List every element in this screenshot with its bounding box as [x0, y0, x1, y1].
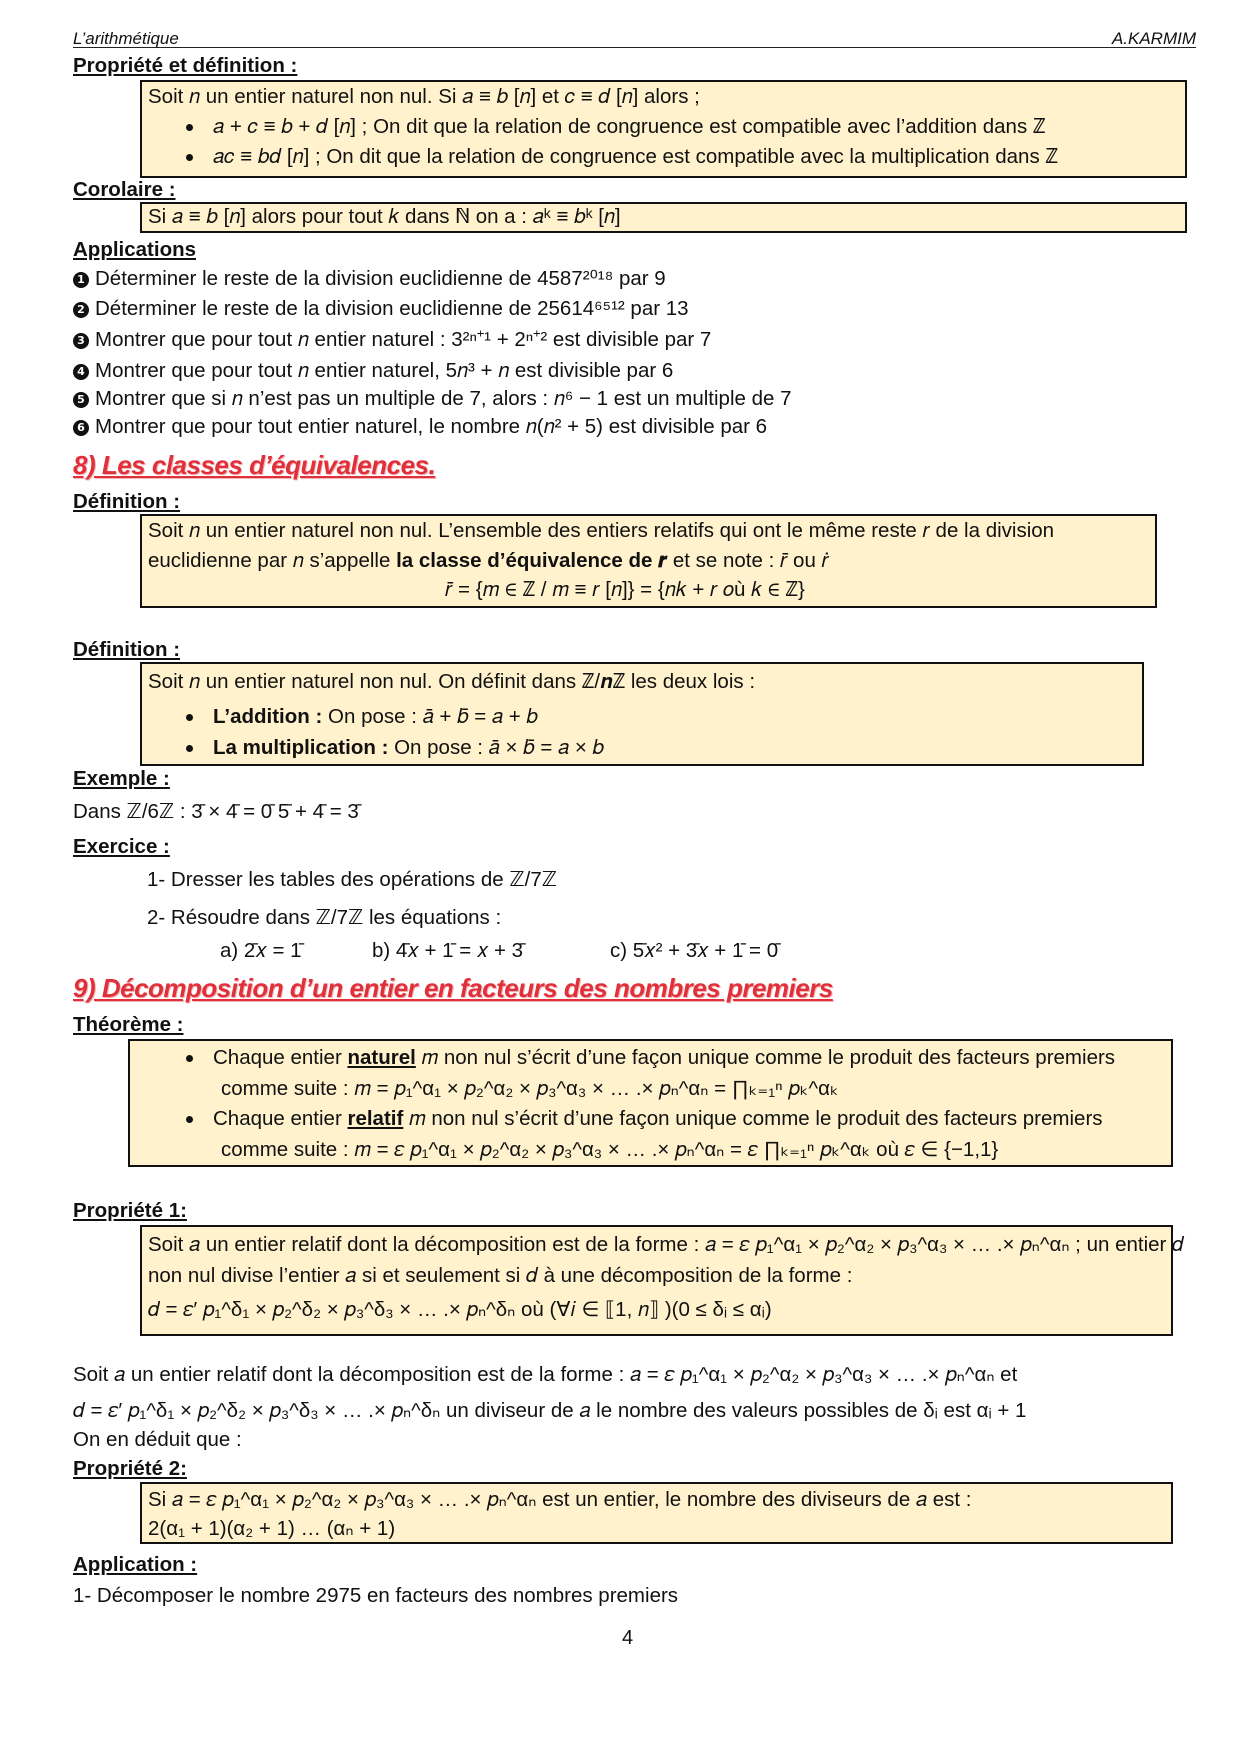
box-formula: 𝑑 = 𝜀′ 𝑝₁^δ₁ × 𝑝₂^δ₂ × 𝑝₃^δ₃ × … .× 𝑝ₙ^δₙ où (∀𝑖 ∈ ⟦1, 𝑛⟧ )(0 ≤ δᵢ ≤ αᵢ) [148, 1298, 772, 1321]
bullet-icon [186, 714, 193, 721]
section-title-propriete-definition: Propriété et définition : [73, 54, 298, 77]
box-line: Si 𝑎 = 𝜀 𝑝₁^α₁ × 𝑝₂^α₂ × 𝑝₃^α₃ × … .× 𝑝ₙ^αₙ est un entier, le nombre des diviseurs de 𝑎 est : [148, 1488, 972, 1511]
section-title-exercice: Exercice : [73, 835, 170, 858]
application-item-5: 5 Montrer que si 𝑛 n’est pas un multiple de 7, alors : 𝑛⁶ − 1 est un multiple de 7 [73, 387, 792, 411]
bullet-icon [186, 124, 193, 131]
box-corolaire [140, 202, 1187, 233]
box-line: non nul divise l’entier 𝑎 si et seulement si 𝑑 à une décomposition de la forme : [148, 1264, 853, 1287]
box-definition-classe [140, 514, 1157, 608]
box-propriete-1 [140, 1225, 1184, 1336]
box-line: Si 𝑎 ≡ 𝑏 [𝑛] alors pour tout 𝑘 dans ℕ on a : 𝑎ᵏ ≡ 𝑏ᵏ [𝑛] [148, 205, 621, 228]
bullet-item: 𝑎 + 𝑐 ≡ 𝑏 + 𝑑 [𝑛] ; On dit que la relation de congruence est compatible avec l’addition dans ℤ [186, 115, 1045, 139]
section-title-propriete-2: Propriété 2: [73, 1457, 187, 1480]
bullet-item: L’addition : On pose : 𝑎̄ + 𝑏̄ = 𝑎 + 𝑏 [186, 705, 538, 729]
section-title-definition-2: Définition : [73, 638, 181, 661]
equation-a: a) 2̄𝑥 = 1̄ [220, 939, 302, 962]
header-rule [73, 47, 1196, 48]
bullet-icon [186, 154, 193, 161]
bullet-icon [186, 1116, 193, 1123]
box-line: Soit 𝑛 un entier naturel non nul. Si 𝑎 ≡ 𝑏 [𝑛] et 𝑐 ≡ 𝑑 [𝑛] alors ; [148, 85, 700, 108]
paragraph-line: Soit 𝑎 un entier relatif dont la décomposition est de la forme : 𝑎 = 𝜀 𝑝₁^α₁ × 𝑝₂^α₂ × 𝑝₃^α₃ × … .× 𝑝ₙ^αₙ et [73, 1363, 1018, 1386]
number-badge-icon: 5 [73, 392, 89, 408]
bullet-item: Chaque entier relatif 𝑚 non nul s’écrit d’une façon unique comme le produit des facteurs premiers [186, 1107, 1103, 1131]
section-title-corolaire: Corolaire : [73, 178, 176, 201]
equation-c: c) 5̄𝑥² + 3̄𝑥 + 1̄ = 0̄ [610, 939, 779, 962]
number-badge-icon: 2 [73, 302, 89, 318]
section-title-application: Application : [73, 1553, 198, 1576]
bullet-icon [186, 1055, 193, 1062]
application-item-3: 3 Montrer que pour tout 𝑛 entier naturel : 3²ⁿ⁺¹ + 2ⁿ⁺² est divisible par 7 [73, 328, 711, 352]
bullet-item: Chaque entier naturel 𝑚 non nul s’écrit d’une façon unique comme le produit des facteurs premiers [186, 1046, 1115, 1070]
box-line: euclidienne par 𝑛 s’appelle la classe d’équivalence de 𝒓 et se note : 𝑟̄ ou 𝑟̇ [148, 549, 829, 572]
page-number: 4 [622, 1627, 634, 1649]
exemple-line: Dans ℤ/6ℤ : 3̄ × 4̄ = 0̄ 5̄ + 4̄ = 3̄ [73, 800, 359, 823]
section-title-definition-1: Définition : [73, 490, 181, 513]
application-line: 1- Décomposer le nombre 2975 en facteurs des nombres premiers [73, 1584, 679, 1607]
box-theoreme [128, 1039, 1173, 1167]
number-badge-icon: 3 [73, 333, 89, 349]
application-item-2: 2 Déterminer le reste de la division euclidienne de 25614⁶⁵¹² par 13 [73, 297, 689, 321]
box-definition-lois [140, 662, 1144, 766]
header-left: L’arithmétique [73, 29, 179, 48]
section-title-applications: Applications [73, 238, 197, 261]
exercice-item-1: 1- Dresser les tables des opérations de ℤ/7ℤ [147, 868, 557, 891]
application-item-6: 6 Montrer que pour tout entier naturel, le nombre 𝑛(𝑛² + 5) est divisible par 6 [73, 415, 767, 439]
section-heading-9: 9) Décomposition d’un entier en facteurs des nombres premiers [73, 973, 833, 1003]
section-title-propriete-1: Propriété 1: [73, 1199, 187, 1222]
box-line: Soit 𝑎 un entier relatif dont la décomposition est de la forme : 𝑎 = 𝜀 𝑝₁^α₁ × 𝑝₂^α₂ × 𝑝₃^α₃ × … .× 𝑝ₙ^αₙ ; un entier 𝑑 [148, 1233, 1184, 1256]
number-badge-icon: 6 [73, 420, 89, 436]
application-item-1: 1 Déterminer le reste de la division euclidienne de 4587²⁰¹⁸ par 9 [73, 266, 666, 291]
exercice-item-2: 2- Résoudre dans ℤ/7ℤ les équations : [147, 906, 502, 929]
bullet-item: 𝑎𝑐 ≡ 𝑏𝑑 [𝑛] ; On dit que la relation de congruence est compatible avec la multiplication dans ℤ [186, 145, 1058, 169]
paragraph-line: On en déduit que : [73, 1428, 242, 1451]
box-propriete-definition [140, 80, 1187, 178]
section-title-theoreme: Théorème : [73, 1013, 184, 1036]
number-badge-icon: 1 [73, 272, 89, 288]
box-line: Soit 𝑛 un entier naturel non nul. L’ensemble des entiers relatifs qui ont le même reste 𝑟 de la division [148, 519, 1055, 542]
application-item-4: 4 Montrer que pour tout 𝑛 entier naturel, 5𝑛³ + 𝑛 est divisible par 6 [73, 359, 673, 383]
box-formula: 2(α₁ + 1)(α₂ + 1) … (αₙ + 1) [148, 1517, 396, 1540]
formula-line: comme suite : 𝑚 = 𝜀 𝑝₁^α₁ × 𝑝₂^α₂ × 𝑝₃^α₃ × … .× 𝑝ₙ^αₙ = 𝜀 ∏ₖ₌₁ⁿ 𝑝ₖ^αₖ où 𝜀 ∈ {−1,1} [221, 1138, 999, 1161]
box-formula: 𝑟̄ = {𝑚 ∈ ℤ / 𝑚 ≡ 𝑟 [𝑛]} = {𝑛𝑘 + 𝑟 𝑜ù 𝑘 ∈ ℤ} [445, 578, 805, 601]
bullet-item: La multiplication : On pose : 𝑎̄ × 𝑏̄ = 𝑎 × 𝑏 [186, 736, 604, 760]
box-line: Soit 𝑛 un entier naturel non nul. On définit dans ℤ/𝒏ℤ les deux lois : [148, 670, 756, 693]
section-heading-8: 8) Les classes d’équivalences. [73, 450, 436, 480]
formula-line: comme suite : 𝑚 = 𝑝₁^α₁ × 𝑝₂^α₂ × 𝑝₃^α₃ × … .× 𝑝ₙ^αₙ = ∏ₖ₌₁ⁿ 𝑝ₖ^αₖ [221, 1077, 839, 1100]
box-propriete-2 [140, 1482, 1173, 1544]
equation-b: b) 4̄𝑥 + 1̄ = 𝑥 + 3̄ [372, 939, 524, 962]
paragraph-line: 𝑑 = 𝜀′ 𝑝₁^δ₁ × 𝑝₂^δ₂ × 𝑝₃^δ₃ × … .× 𝑝ₙ^δₙ un diviseur de 𝑎 le nombre des valeurs possibles de δᵢ est αᵢ + 1 [73, 1399, 1027, 1422]
section-title-exemple: Exemple : [73, 767, 170, 790]
bullet-icon [186, 745, 193, 752]
header-right: A.KARMIM [1111, 29, 1196, 48]
number-badge-icon: 4 [73, 364, 89, 380]
